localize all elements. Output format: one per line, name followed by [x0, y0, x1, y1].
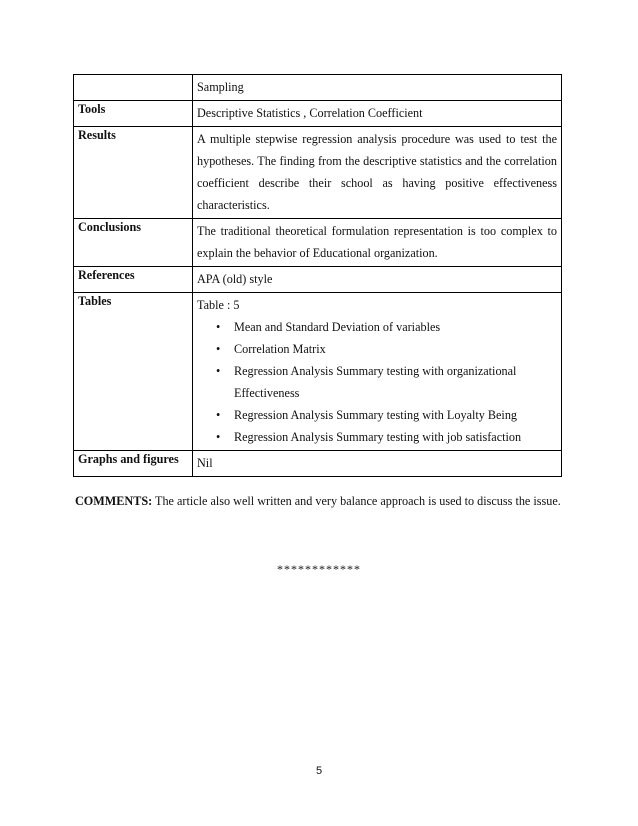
row-value-text: Nil [197, 456, 213, 470]
review-table [73, 74, 562, 477]
row-value [193, 75, 562, 101]
list-item [197, 404, 557, 426]
bullet-icon: • [216, 430, 221, 444]
table-row-tools [74, 101, 562, 127]
bullet-icon: • [216, 408, 221, 422]
list-item-text: Mean and Standard Deviation of variables [234, 320, 441, 334]
row-label: Conclusions [74, 219, 193, 267]
bullet-icon: • [216, 342, 221, 356]
tables-list [197, 316, 557, 448]
table-row-references [74, 267, 562, 293]
page-number: 5 [315, 765, 323, 777]
section-separator: ************ [277, 562, 361, 576]
list-item [197, 360, 557, 404]
table-row-graphs [74, 451, 562, 477]
row-value [193, 219, 562, 267]
row-value [193, 267, 562, 293]
table-row-tables [74, 293, 562, 451]
row-value-text: A multiple stepwise regression analysis procedure was used to test the hypotheses. The finding from the descriptive statistics and the correlation coefficient describe their school as having positive effectiveness characteristics. [197, 132, 557, 212]
comments-text: The article also well written and very balance approach is used to discuss the issue. [152, 494, 561, 509]
comments-label: COMMENTS: [75, 494, 153, 509]
row-value-text: Sampling [197, 80, 244, 94]
comments-paragraph [75, 490, 561, 512]
row-label: Results [74, 127, 193, 219]
list-item [197, 316, 557, 338]
table-row-sampling [74, 75, 562, 101]
list-item-text: Regression Analysis Summary testing with organizational Effectiveness [234, 364, 517, 400]
list-item [197, 426, 557, 448]
bullet-icon: • [216, 320, 221, 334]
list-item-text: Correlation Matrix [234, 342, 326, 356]
bullet-icon: • [216, 364, 221, 378]
row-value-text: APA (old) style [197, 272, 273, 286]
row-value [193, 293, 562, 451]
list-item-text: Regression Analysis Summary testing with job satisfaction [234, 430, 522, 444]
list-item [197, 338, 557, 360]
row-value [193, 101, 562, 127]
row-label [74, 75, 193, 101]
tables-intro: Table : 5 [197, 298, 240, 312]
row-value [193, 127, 562, 219]
row-value-text: The traditional theoretical formulation representation is too complex to explain the behavior of Educational organization. [197, 224, 557, 260]
row-label: Tables [74, 293, 193, 451]
list-item-text: Regression Analysis Summary testing with Loyalty Being [234, 408, 518, 422]
row-label: Tools [74, 101, 193, 127]
row-label: References [74, 267, 193, 293]
row-label: Graphs and figures [74, 451, 193, 477]
table-row-results [74, 127, 562, 219]
row-value [193, 451, 562, 477]
table-row-conclusions [74, 219, 562, 267]
row-value-text: Descriptive Statistics , Correlation Coefficient [197, 106, 423, 120]
